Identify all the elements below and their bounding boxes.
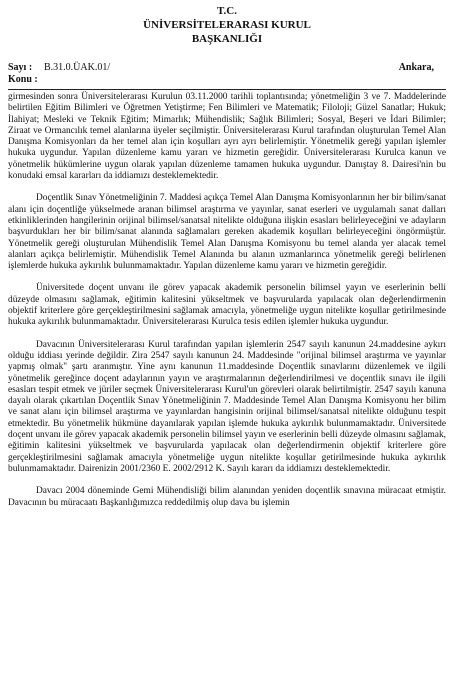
city-date: Ankara, — [398, 62, 434, 73]
letterhead-line2: ÜNİVERSİTELERARASI KURUL — [143, 19, 311, 31]
paragraph-5: Davacı 2004 döneminde Gemi Mühendisliği bilim alanından yeniden doçentlik sınavına müracaat etmiştir. Davacının bu müracaatı Başkanlığımızca reddedilmiş olup dava bu işlemin — [8, 486, 446, 508]
paragraph-1: girmesinden sonra Üniversitelerarası Kurulun 03.11.2000 tarihli toplantısında; yönetmeliğin 3 ve 7. Maddelerinde belirtilen Eğitim Bilimleri ve Öğretmen Yetiştirme; Fen Bilimleri ve Matematik; Filoloji; Güzel Sanatlar; Hukuk; İlahiyat; Mesleki ve Teknik Eğitim; Mimarlık; Mühendislik; Sağlık Bilimleri; Sosyal, Beşeri ve İdari Bilimler; Ziraat ve Ormancılık temel alanlarına üyeler seçilmiştir. Üniversitelerarası Kurul tarafından oluşturulan Temel Alan Danışma Komisyonları da her temel alan için koşulları ayrı ayrı belirlemiştir. Yönetmelik gereği yapılan işlemler hukuka uygundur. Yapılan düzenleme kamu yararı ve hizmetin gereğidir. Üniversitelerarası Kurulca kanun ve yönetmelik hükümlerine uygun olarak yapılan düzenleme tamamen hukuka uygundur. Danıştay 8. Dairesi'nin bu konudaki emsal kararları da iddiamızı desteklemektedir. — [8, 92, 446, 182]
konu-label: Konu : — [8, 74, 38, 85]
paragraph-2: Doçentlik Sınav Yönetmeliğinin 7. Maddesi açıkça Temel Alan Danışma Komisyonlarının her bir bilim/sanat alanı için doçentliğe yükselmede aranan bilimsel araştırma ve yayınlar, sanat eserleri ve uygulamalı sanat dalları etkinliklerinden hangilerinin orijinal bilimsel/sanatsal nitelikte olduğuna ilişkin esasları belirleyeceğini ve adayların başvurdukları her bir bilim/sanat alanında sağlamaları gereken akademik koşulları belirleyeceğini öngörmüştür. Yönetmelik gereği oluşturulan Mühendislik Temel Alan Danışma Komisyonu bu temel alanda yer alacak temel alanları açıkça belirlemiştir. Mühendislik Temel Alanında bu alanın uzmanlarınca yönetmelik gereği belirlenen işlemlerde hukuka aykırılık bulunmamaktadır. Yapılan düzenleme kamu yararı ve hizmetin gereğidir. — [8, 193, 446, 272]
document-body — [8, 92, 446, 509]
paragraph-4: Davacının Üniversitelerarası Kurul tarafından yapılan işlemlerin 2547 sayılı kanunun 24.maddesine aykırı olduğu iddiası yerinde değildir. Zira 2547 sayılı kanunun 24. Maddesinde "orijinal bilimsel araştırma ve yayınlar yapmış olmak" şartı aranmıştır. Yine aynı kanunun 11.maddesinde Doçentlik sınavlarını düzenlemek ve ilgili yönetmelik gereğince doçent adaylarının yayın ve araştırmalarının değerlendirilmesi ve doçentlik sınavı ile ilgili esasları tespit etmek ve jüriler seçmek Üniversitelerarası Kurul'un görevleri olarak belirtilmiştir. 2547 sayılı kanuna dayalı olarak çıkartılan Doçentlik Sınav Yönetmeliğinin 7. Maddesinde Temel Alan Danışma Komisyonu her bilim ve sanat alanı için bilimsel araştırma ve yayınlardan hangisinin orijinal bilimsel/sanatsal nitelikte olduğunu tespit etmektedir. Bu yönetmelik hükmüne dayanılarak yapılan işlemde hukuka aykırılık bulunmamaktadır. Üniversitede doçent unvanı ile görev yapacak akademik personelin bilimsel yayın ve eserlerinin belli düzeyde olmasını sağlamak, eğitimin kalitesini yükseltmek ve başvurularda yapılacak olan değerlendirmenin objektif kriterlere göre gerçekleştirilmesini sağlamak amacıyla yönetmeliğe uygun nitelikte koşullar getirilmesinde hukuka aykırılık bulunmamaktadır. Dairenizin 2001/2360 E. 2002/2912 K. Sayılı kararı da iddiamızı desteklemektedir. — [8, 339, 446, 474]
letterhead — [8, 4, 446, 46]
sayi-value: B.31.0.ÜAK.01/ — [44, 62, 111, 73]
subject-row — [8, 74, 446, 86]
sayi-label: Sayı : — [8, 62, 33, 73]
header-divider — [8, 89, 446, 90]
reference-row — [8, 62, 446, 74]
paragraph-3: Üniversitede doçent unvanı ile görev yapacak akademik personelin bilimsel yayın ve eserlerinin belli düzeyde olmasını sağlamak, eğitimin kalitesini yükseltmek ve başvurularda yapılacak olan değerlendirmenin objektif kriterlere göre gerçekleştirilmesini sağlamak amacıyla, yönetmeliğe uygun nitelikte koşullar getirilmesinde hukuka aykırılık bulunmamaktadır. Üniversitelerarası Kurulca tesis edilen işlemler hukuka uygundur. — [8, 283, 446, 328]
letterhead-line1: T.C. — [217, 5, 237, 17]
letterhead-line3: BAŞKANLIĞI — [191, 33, 263, 45]
